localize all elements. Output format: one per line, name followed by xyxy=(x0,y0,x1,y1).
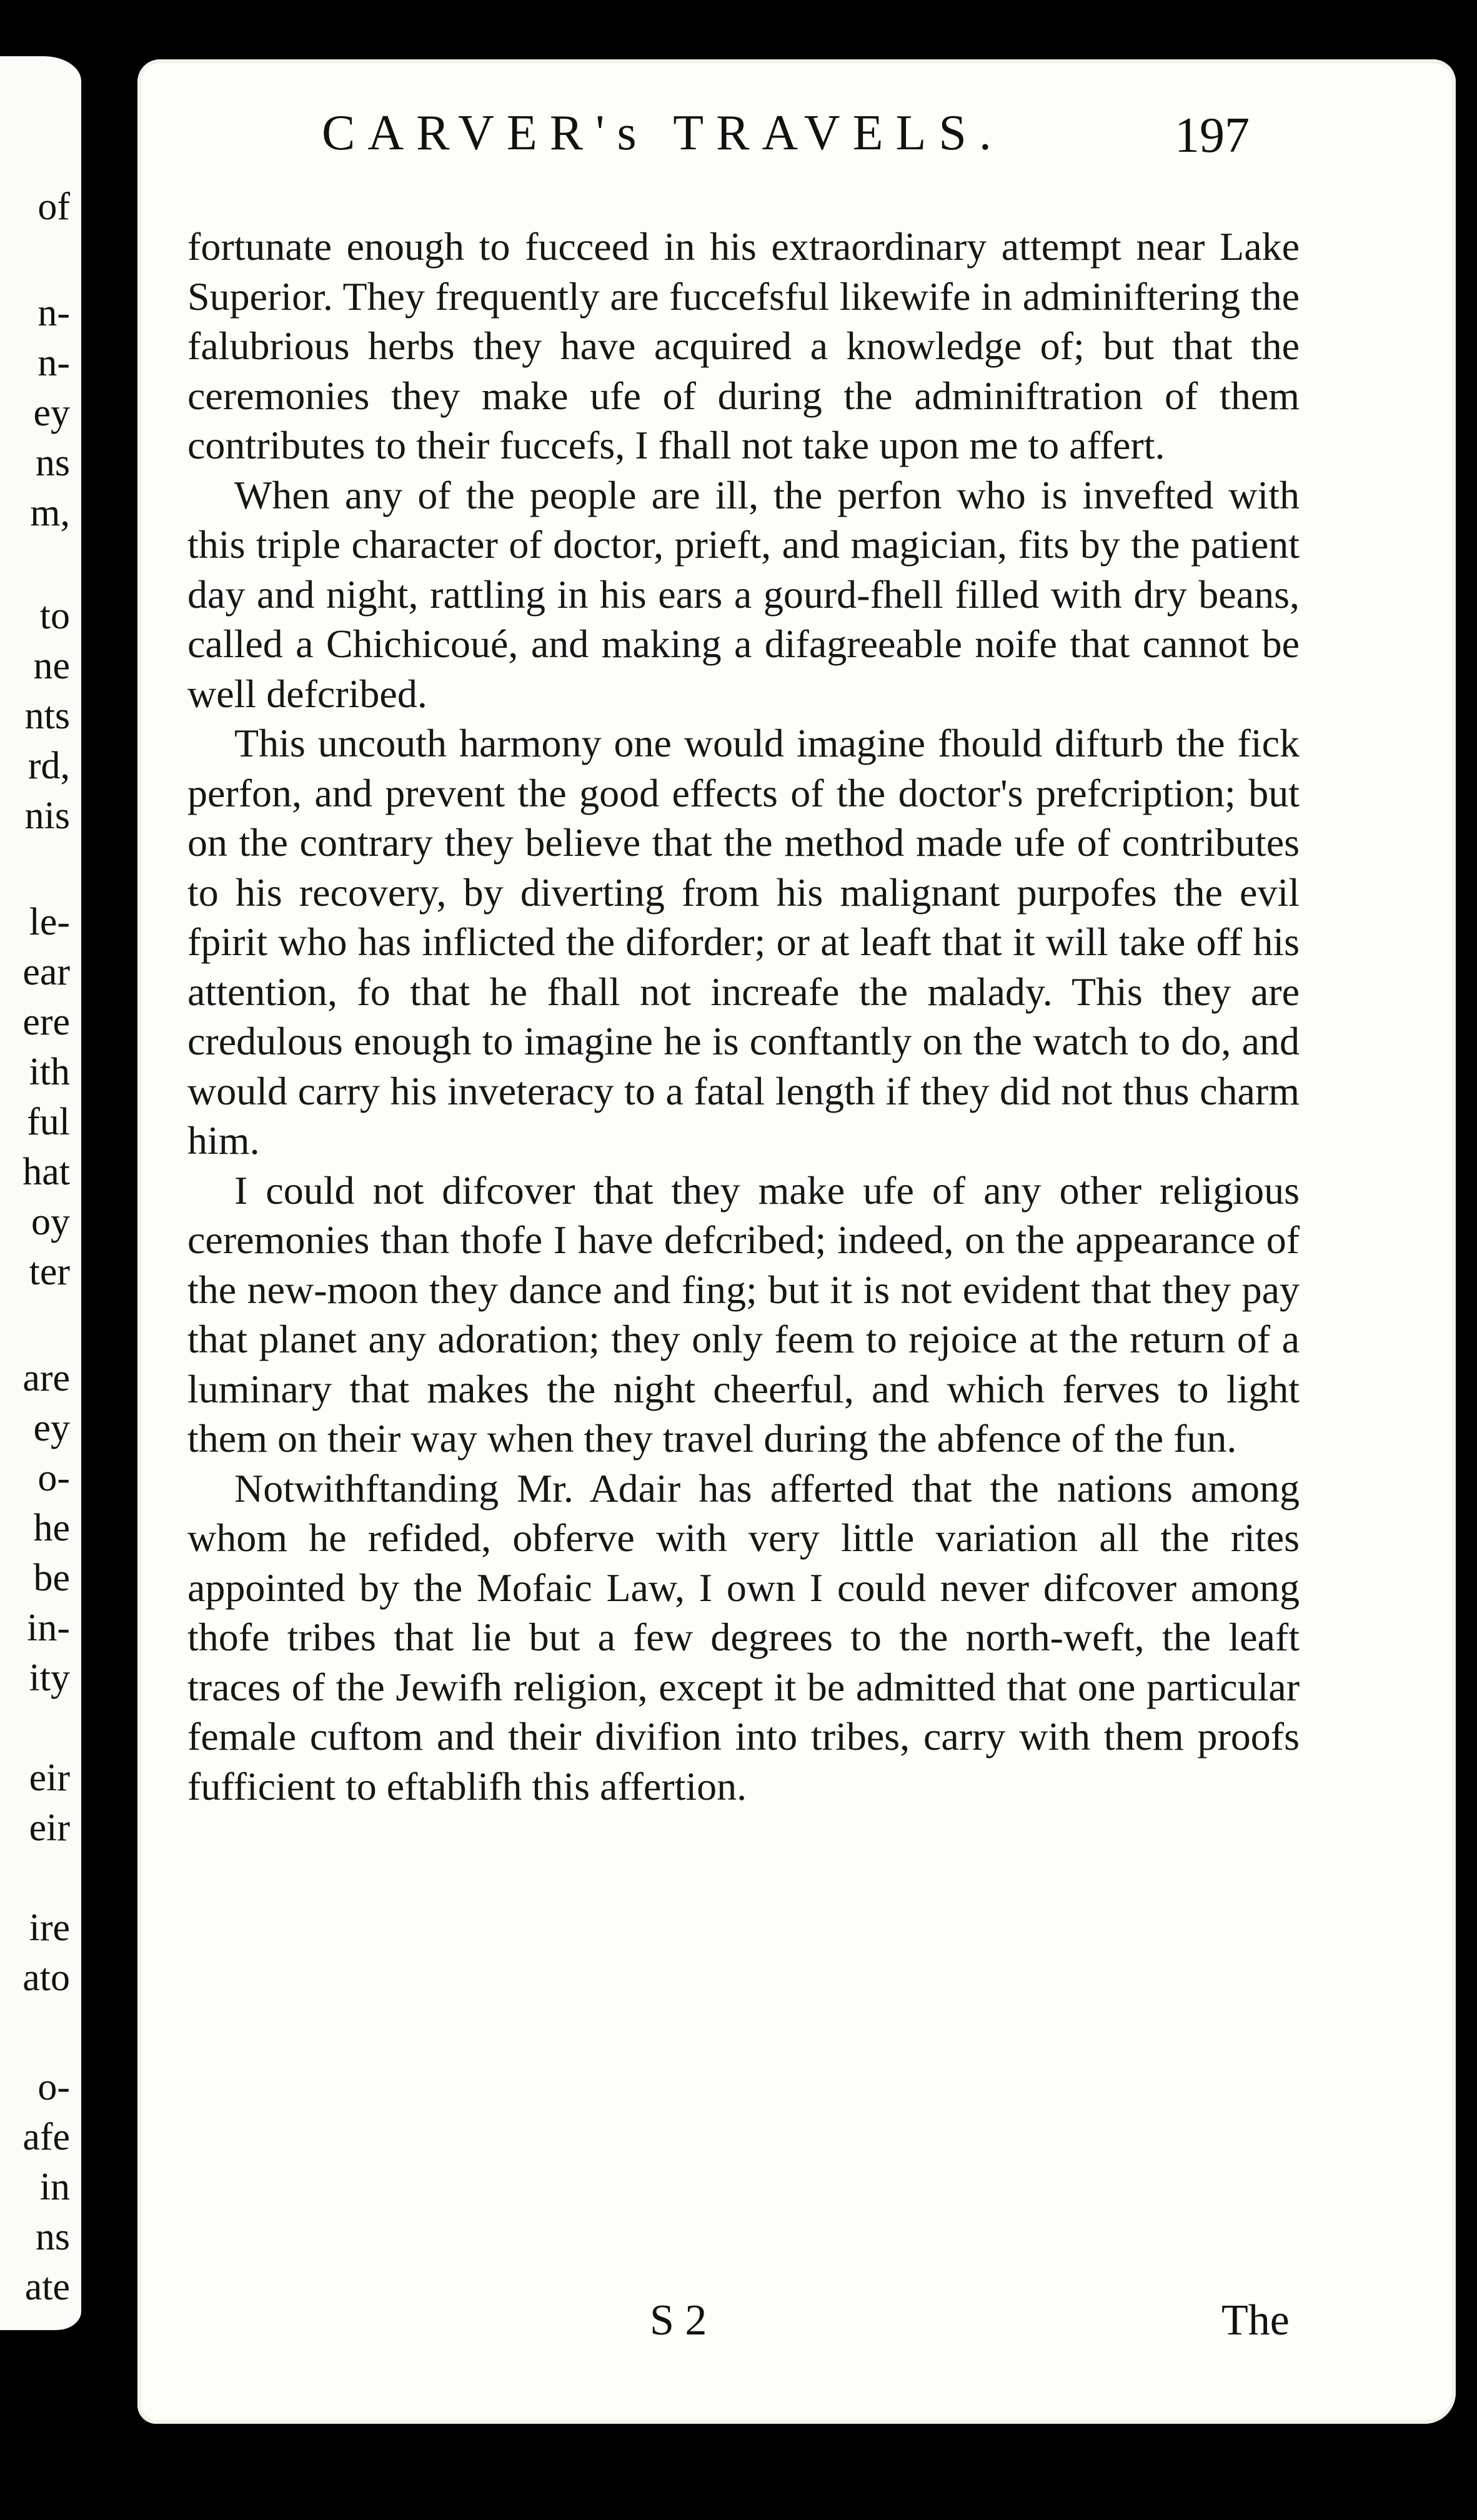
facing-page-fragment: oy xyxy=(31,1201,70,1243)
paragraph: fortunate enough to fucceed in his extraordinary attempt near Lake Superior. They frequently are fuccefsful likewife in adminiftering the falubrious herbs they have acquired a knowledge of; but that the ceremonies they make ufe of during the adminiftration of them contributes to their fuccefs, I fhall not take upon me to affert. xyxy=(187,224,1300,467)
paragraph: Notwithftanding Mr. Adair has afferted that the nations among whom he refided, obferve with very little variation all the rites appointed by the Mofaic Law, I own I could never difcover among thofe tribes that lie but a few degrees to the north-weft, the leaft traces of the Jewifh religion, except it be admitted that one particular female cuftom and their divifion into tribes, carry with them proofs fufficient to eftablifh this affertion. xyxy=(187,1466,1300,1808)
facing-page-fragment: ity xyxy=(29,1657,70,1699)
facing-page-fragment: of xyxy=(37,186,70,228)
facing-page-fragment: ey xyxy=(33,392,70,434)
facing-page-fragment: ey xyxy=(33,1407,70,1449)
facing-page-fragment: ire xyxy=(29,1907,70,1949)
body-text xyxy=(187,222,1300,1811)
facing-page-fragment: ear xyxy=(22,951,70,993)
facing-page-fragment: m, xyxy=(30,492,70,534)
facing-page-fragment: to xyxy=(39,595,70,637)
facing-page-fragment: be xyxy=(33,1557,70,1599)
paragraph: I could not difcover that they make ufe of any other religious ceremonies than thofe I have defcribed; indeed, on the appearance of the new-moon they dance and fing; but it is not evident that they pay that planet any adoration; they only feem to rejoice at the return of a luminary that makes the night cheerful, and which ferves to light them on their way when they travel during the abfence of the fun. xyxy=(187,1168,1300,1461)
facing-page-fragment: ns xyxy=(35,442,70,484)
catchword: The xyxy=(1221,2296,1290,2344)
facing-page-edge xyxy=(0,56,81,2330)
facing-page-fragment: eir xyxy=(29,1757,70,1799)
facing-page-fragment: o- xyxy=(37,1457,70,1499)
facing-page-fragment: le- xyxy=(29,901,70,943)
facing-page-fragment: hat xyxy=(22,1151,70,1193)
facing-page-fragment: o- xyxy=(37,2066,70,2108)
facing-page-fragment: he xyxy=(33,1507,70,1549)
facing-page-fragment: ful xyxy=(27,1101,70,1143)
facing-page-fragment: afe xyxy=(22,2116,70,2158)
facing-page-fragment: ere xyxy=(22,1001,70,1043)
facing-page-fragment: in xyxy=(39,2166,70,2208)
facing-page-fragment: are xyxy=(22,1357,70,1399)
facing-page-fragment: ne xyxy=(33,645,70,687)
facing-page-fragment: ns xyxy=(35,2216,70,2258)
facing-page-fragment: in- xyxy=(27,1607,70,1649)
facing-page-fragment: rd, xyxy=(27,745,70,787)
paragraph: This uncouth harmony one would imagine fhould difturb the fick perfon, and prevent the good effects of the doctor's prefcription; but on the contrary they believe that the method made ufe of contributes to his recovery, by diverting from his malignant purpofes the evil fpirit who has inflicted the diforder; or at leaft that it will take off his attention, fo that he fhall not increafe the malady. This they are credulous enough to imagine he is conftantly on the watch to do, and would carry his inveteracy to a fatal length if they did not thus charm him. xyxy=(187,721,1300,1163)
facing-page-fragment: ith xyxy=(29,1051,70,1093)
paragraph: When any of the people are ill, the perfon who is invefted with this triple character of doctor, prieft, and magician, fits by the patient day and night, rattling in his ears a gourd-fhell filled with dry beans, called a Chichicoué, and making a difagreeable noife that cannot be well defcribed. xyxy=(187,472,1300,716)
facing-page-fragment: n- xyxy=(37,292,70,334)
facing-page-fragment: ter xyxy=(29,1251,70,1293)
facing-page-fragment: ato xyxy=(22,1957,70,1999)
running-title: CARVER's TRAVELS. xyxy=(322,106,1004,161)
signature-mark: S 2 xyxy=(650,2296,707,2344)
facing-page-fragment: eir xyxy=(29,1807,70,1849)
facing-page-fragment: nis xyxy=(24,795,70,837)
page-number: 197 xyxy=(1175,108,1250,163)
facing-page-fragment: nts xyxy=(24,695,70,737)
facing-page-fragment: n- xyxy=(37,342,70,384)
facing-page-fragment: ate xyxy=(24,2266,70,2308)
